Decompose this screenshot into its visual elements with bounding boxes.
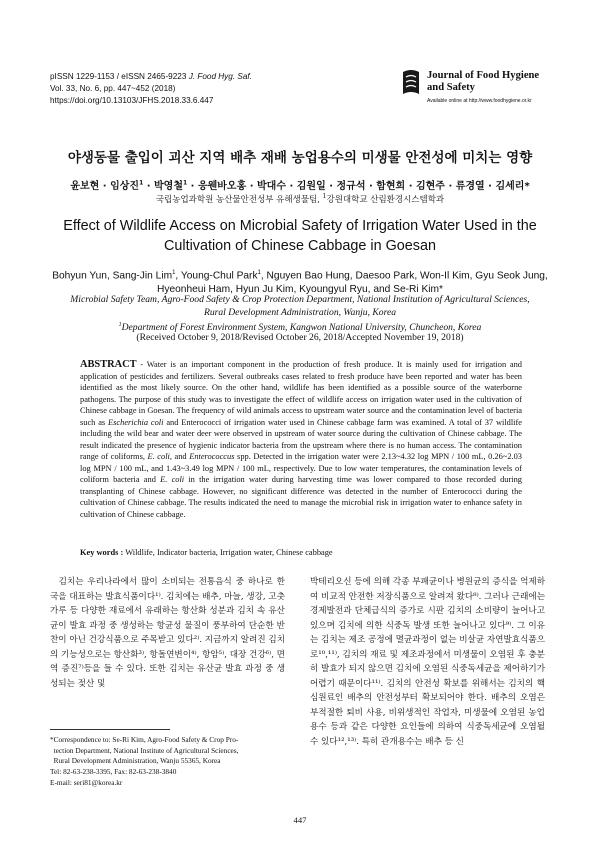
- abstract-label: ABSTRACT: [80, 359, 137, 370]
- journal-abbrev: J. Food Hyg. Saf.: [188, 72, 252, 81]
- journal-logo-icon: [399, 68, 423, 98]
- journal-meta: [50, 71, 252, 107]
- keywords-label: Key words :: [80, 548, 124, 557]
- email: E-mail: seri81@korea.kr: [50, 777, 123, 787]
- authors-english: Bohyun Yun, Sang-Jin Lim$^1$, Young-Chul Park$^1$, Nguyen Bao Hung, Daesoo Park, Won-Il Kim, Gyu Seok Jung, Hyeonheui Ham, Hyun Ju Kim, Kyoungyul Ryu, and Se-Ri Kim*: [52, 270, 548, 296]
- footnote-divider: [50, 729, 170, 730]
- logo-title: Journal of Food Hygiene and Safety: [427, 70, 540, 93]
- body-column-right: 박테리오신 등에 의해 각종 부패균이나 병원균의 증식을 억제하여 비교적 안전한 저장식품으로 알려져 왔다⁸⁾. 그러나 근래에는 경제발전과 단체급식의 증가로 시판 김치의 소비량이 늘어나고 있으며 김치에 의한 식중독 발생 또한 늘어나고 있다⁹⁾. 그 이유는 김치는 제조 공정에 멸균과정이 없는 비살균 자연발효식품으로¹⁰,¹¹⁾, 김치의 재료 및 제조과정에서 미생물이 오염된 후 충분히 발효가 되지 않으면 김치에 오염된 식중독세균을 제어하기가 어렵기 때문이다¹¹⁾. 김치의 안전성 확보를 위해서는 김치의 핵심원료인 배추의 안전성부터 확보되어야 한다. 배추의 오염은 부적절한 퇴비 사용, 비위생적인 작업자, 미생물에 오염된 농업용수 등과 같은 다양한 요인들에 의하여 식중독세균에 오염될 수 있다¹²,¹³⁾. 특히 관개용수는 배추 등 신: [310, 577, 545, 747]
- title-english: Effect of Wildlife Access on Microbial Safety of Irrigation Water Used in the Cultivation of Chinese Cabbage in Goesan: [63, 218, 537, 254]
- volume-line: Vol. 33, No. 6, pp. 447~452 (2018): [50, 84, 176, 93]
- affiliation-korean: 국립농업과학원 농산물안전성부 유해생물팀, $^1$강원대학교 산림환경시스템학과: [155, 193, 445, 205]
- authors-korean: 윤보현 · 임상진$^1$ · 박영철$^1$ · 응웬바오홍 · 박대수 · 김원일 · 정규석 · 함현희 · 김현주 · 류경열 · 김세리*: [70, 179, 530, 192]
- logo-available-online: Available online at http://www.foodhygiene.or.kr: [427, 98, 532, 104]
- received-dates: (Received October 9, 2018/Revised October 26, 2018/Accepted November 19, 2018): [136, 332, 464, 343]
- issn-line: pISSN 1229-1153 / eISSN 2465-9223 J. Food Hyg. Saf.: [50, 72, 252, 81]
- body-column-left: 김치는 우리나라에서 많이 소비되는 전통음식 중 하나로 한국을 대표하는 발효식품이다¹⁾. 김치에는 배추, 마늘, 생강, 고춧가루 등 다양한 재료에서 유래하는 항산화 성분과 김치 속 유산균이 발효 과정 중 생성하는 항균성 물질이 풍부하여 단순한 반찬이 아닌 건강식품으로 주목받고 있다²⁾. 지금까지 알려진 김치의 기능성으로는 항산화³⁾, 항돌연변이⁴⁾, 항암⁵⁾, 대장 건강⁶⁾, 면역 증진⁷⁾등을 들 수 있다. 또한 김치는 유산균 발효 과정 중 생성되는 젖산 및: [50, 577, 285, 689]
- correspondence-footnote: *Correspondence to: Se-Ri Kim, Agro-Food Safety & Crop Pro- tection Department, National Institute of Agricultural Sciences, Rural Development Administration, Wanju 55365, Korea Tel: 82-63-238-3395, Fax: 82-63-238-3840 E-mail: seri81@korea.kr: [50, 735, 290, 789]
- title-korean: 야생동물 출입이 괴산 지역 배추 재배 농업용수의 미생물 안전성에 미치는 영향: [67, 150, 533, 166]
- affiliation-english: Microbial Safety Team, Agro-Food Safety & Crop Protection Department, National Institution of Agricultural Sciences, Rural Development Administration, Wanju, Korea $^1$Department of Forest Environment System, Kangwon National University, Chuncheon, Korea: [70, 294, 530, 334]
- page-number: 447: [293, 815, 307, 825]
- abstract: ABSTRACT - Water is an important component in the production of fresh produce. It is mainly used for irrigation and application of pesticides and fertilizers. Several outbreaks cases related to fresh produce have been reported and water has been identified as the most likely source. On the other hand, wildlife has been identified as a possible source of the waterborne pathogens. The purpose of this study was to investigate the effect of wildlife access on irrigation water used in the cultivation of Chinese cabbage in Goesan. The frequency of wild animals access to upstream water source and the contamination level of bacteria such as Escherichia coli and Enterococci of irrigation water used in Chinese cabbage farm was examined. A total of 37 wildlife including the wild bear and water deer were observed in upstream of water source during the cultivation of Chinese cabbage. The result indicated the presence of hygienic indicator bacteria from the upstream where there is no human access. The contamination range of coliforms, E. coli, and Enterococcus spp. Detected in the irrigation water were 2.13~4.32 log MPN / 100 mL, 0.26~2.03 log MPN / 100 mL, and 1.43~3.49 log MPN / 100 mL, respectively. Due to low water temperatures, the contamination levels of coliform bacteria and E. coli in the irrigation water during harvesting time was lower compared to those recorded during transplanting of Chinese cabbage. However, no significant difference was detected in the number of Enterococci during the cultivation of Chinese cabbage. The results indicated the need to manage the microbial risk in irrigation water to enhance safety in cultivation of Chinese cabbage.: [80, 359, 523, 519]
- keywords: Key words : Wildlife, Indicator bacteria, Irrigation water, Chinese cabbage: [80, 548, 333, 557]
- journal-logo: [399, 66, 549, 118]
- doi-link[interactable]: https://doi.org/10.13103/JFHS.2018.33.6.447: [50, 96, 214, 105]
